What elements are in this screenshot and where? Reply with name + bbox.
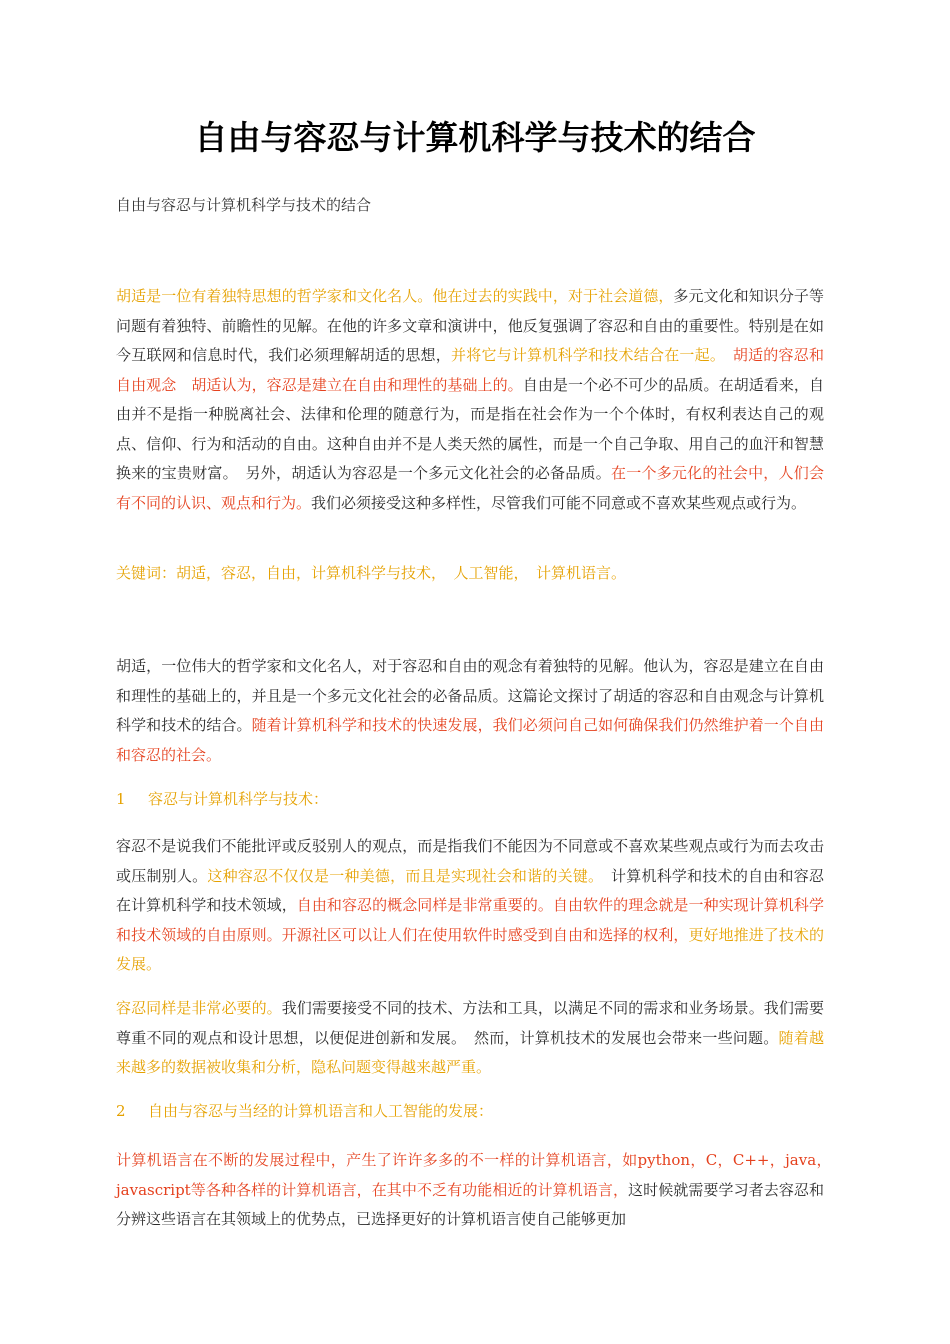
- section-2-title: 自由与容忍与当经的计算机语言和人工智能的发展：: [148, 1102, 494, 1120]
- text-run: 这时候就需要学习者去容忍和分辨这些语言在其领域上的优势点，已选择更好的计算机语言使自己能够更加: [116, 1180, 824, 1228]
- text-run: 随着越来越多的数据被收集和分析，隐私问题变得越来越严重。: [116, 1028, 824, 1076]
- text-run: 随着计算机科学和技术的快速发展，我们必须问自己如何确保我们仍然维护着一个自由和容忍的社会。: [116, 716, 824, 764]
- text-run: 我们必须接受这种多样性，尽管我们可能不同意或不喜欢某些观点或行为。: [311, 493, 807, 512]
- text-run: 更好地推进了技术的发展。: [116, 925, 824, 973]
- text-run: 这种容忍不仅仅是一种美德，而且是实现社会和谐的关键。: [207, 866, 596, 885]
- text-run: 胡适是一位有着独特思想的哲学家和文化名人。他在过去的实践中，对于社会道德，: [116, 287, 674, 305]
- section-2-number: 2: [116, 1102, 126, 1120]
- page-title: 自由与容忍与计算机科学与技术的结合: [194, 118, 756, 157]
- keywords-line: 关键词：胡适，容忍，自由，计算机科学与技术， 人工智能， 计算机语言。: [116, 564, 627, 582]
- section-1-number: 1: [116, 790, 126, 808]
- section-1-paragraph-1: [116, 832, 839, 980]
- text-run: 并将它与计算机科学和技术结合在一起。: [451, 346, 718, 364]
- text-run: 自由和容忍的概念同样是非常重要的。自由软件的理念就是一种实现计算机科学和技术领域的自由原则。开源社区可以让人们在使用软件时感受到自由和选择的权利，: [116, 896, 824, 944]
- text-run: 胡适，一位伟大的哲学家和文化名人，对于容忍和自由的观念有着独特的见解。他认为，容忍是建立在自由和理性的基础上的，并且是一个多元文化社会的必备品质。这篇论文探讨了胡适的容忍和自由观念与计算机科学和技术的结合。: [116, 657, 824, 734]
- text-run: 容忍同样是非常必要的。: [116, 999, 282, 1017]
- text-run: 多元文化和知识分子等问题有着独特、前瞻性的见解。在他的许多文章和演讲中，他反复强调了容忍和自由的重要性。特别是在如今互联网和信息时代，我们必须理解胡适的思想，: [116, 287, 824, 364]
- text-run: 计算机语言在不断的发展过程中，产生了许许多多的不一样的计算机语言，如python，C，C++，java， javascript等各种各样的计算机语言，在其中不乏有功能相近的计算机语言，: [116, 1151, 840, 1199]
- section-2-paragraph-1: [116, 1146, 840, 1235]
- section-2-heading: [116, 1100, 493, 1121]
- section-1-title: 容忍与计算机科学与技术：: [148, 790, 329, 808]
- text-run: 计算机科学和技术的自由和容忍 在计算机科学和技术领域，: [116, 866, 839, 914]
- text-run: 容忍不是说我们不能批评或反驳别人的观点，而是指我们不能因为不同意或不喜欢某些观点或行为而去攻击或压制别人。: [116, 837, 824, 885]
- text-run: 我们需要接受不同的技术、方法和工具，以满足不同的需求和业务场景。我们需要尊重不同的观点和设计思想，以便促进创新和发展。 然而，计算机技术的发展也会带来一些问题。: [116, 999, 824, 1047]
- intro-paragraph: [116, 652, 824, 770]
- section-1-heading: [116, 788, 328, 809]
- section-1-paragraph-2: [116, 994, 824, 1083]
- text-run: 在一个多元化的社会中，人们会有不同的认识、观点和行为。: [116, 464, 824, 512]
- text-run: 胡适的容忍和自由观念 胡适认为，容忍是建立在自由和理性的基础上的。: [116, 346, 824, 394]
- abstract-paragraph: [116, 282, 824, 518]
- text-run: 自由是一个必不可少的品质。在胡适看来，自由并不是指一种脱离社会、法律和伦理的随意行为，而是指在社会作为一个个体时，有权利表达自己的观点、信仰、行为和活动的自由。这种自由并不是人类天然的属性，而是一个自己争取、用自己的血汗和智慧换来的宝贵财富。 另外，胡适认为容忍是一个多元文化社会的必备品质。: [116, 375, 824, 482]
- document-subtitle: 自由与容忍与计算机科学与技术的结合: [116, 196, 372, 214]
